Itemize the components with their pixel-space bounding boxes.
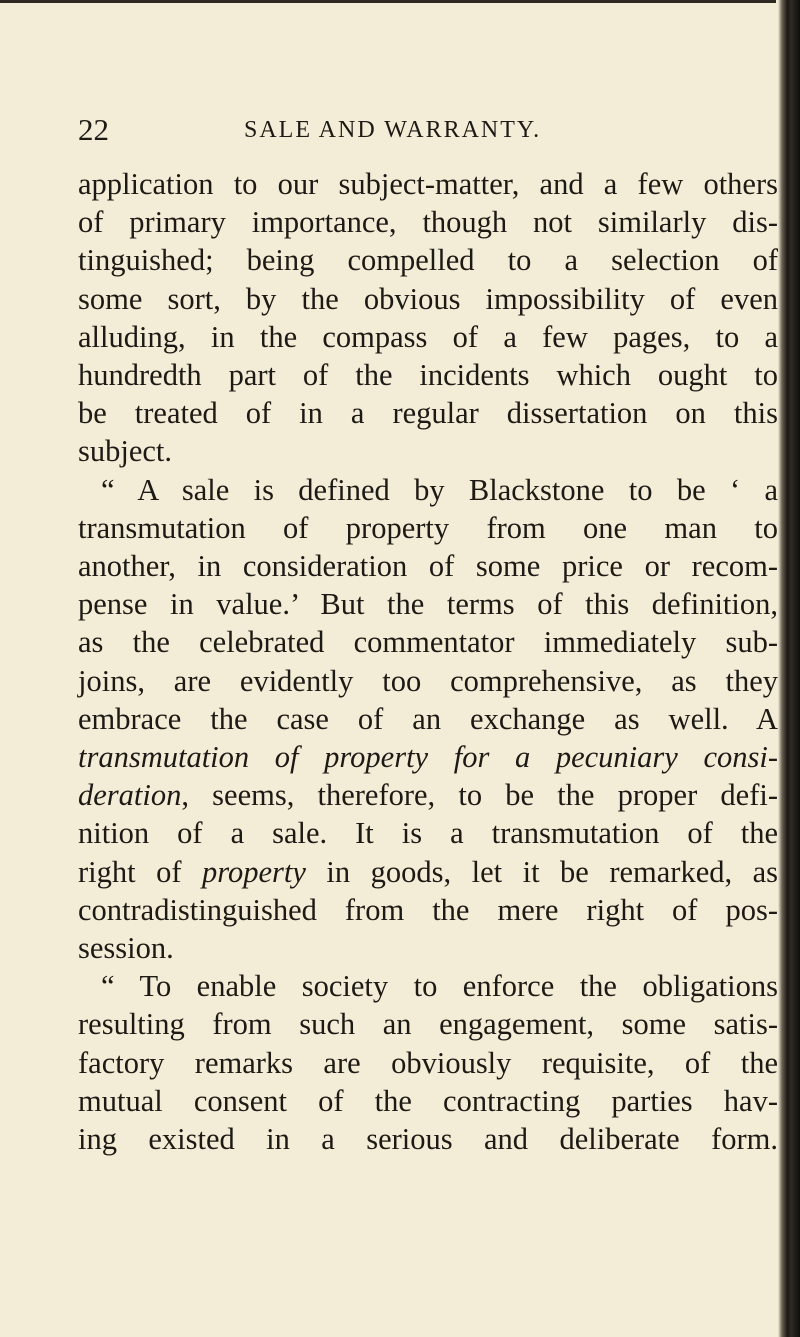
text-line: ing existed in a serious and deliberate form. — [78, 1122, 778, 1157]
top-edge-rule — [0, 0, 776, 3]
text-line: mutual consent of the contracting parties hav- — [78, 1083, 778, 1118]
text-fragment: right of — [78, 854, 203, 889]
text-line — [78, 853, 778, 891]
body-text — [78, 165, 778, 1158]
text-line-italic: transmutation of property for a pecuniary consi- — [78, 740, 778, 775]
text-line: embrace the case of an exchange as well. A — [78, 701, 778, 736]
text-fragment: , seems, therefore, to be the proper defi- — [181, 778, 778, 813]
text-line: as the celebrated commentator immediately sub- — [78, 625, 778, 660]
text-line: of primary importance, though not similarly dis- — [78, 205, 778, 240]
text-line: resulting from such an engagement, some satis- — [78, 1007, 778, 1042]
text-line: subject. — [78, 434, 173, 469]
text-line: “ To enable society to enforce the obligations — [101, 969, 778, 1004]
text-line: another, in consideration of some price or recom- — [78, 549, 778, 584]
text-line: application to our subject-matter, and a few others — [78, 167, 778, 201]
text-line: some sort, by the obvious impossibility of even — [78, 281, 778, 316]
text-line: hundredth part of the incidents which ought to — [78, 358, 778, 393]
book-spine-shadow — [778, 0, 800, 1337]
running-head: SALE AND WARRANTY. — [244, 117, 542, 143]
text-line: transmutation of property from one man to — [78, 510, 778, 545]
text-line: “ A sale is defined by Blackstone to be ‘ a — [101, 472, 778, 507]
text-line: session. — [78, 931, 174, 966]
text-fragment: in goods, let it be remarked, as — [305, 854, 779, 889]
text-line: factory remarks are obviously requisite, of the — [78, 1045, 778, 1080]
text-line: nition of a sale. It is a transmutation of the — [78, 816, 778, 851]
italic-fragment: property — [202, 854, 306, 889]
text-line: joins, are evidently too comprehensive, as they — [78, 663, 778, 698]
text-line: tinguished; being compelled to a selection of — [78, 243, 778, 278]
text-line — [78, 776, 778, 814]
text-line: be treated of in a regular dissertation on this — [78, 396, 778, 431]
page-header — [78, 110, 768, 150]
page-number: 22 — [78, 112, 109, 147]
text-line: alluding, in the compass of a few pages, to a — [78, 319, 778, 354]
text-line: pense in value.’ But the terms of this definition, — [78, 587, 778, 622]
italic-fragment: deration — [78, 778, 182, 813]
text-line: contradistinguished from the mere right of pos- — [78, 892, 778, 927]
